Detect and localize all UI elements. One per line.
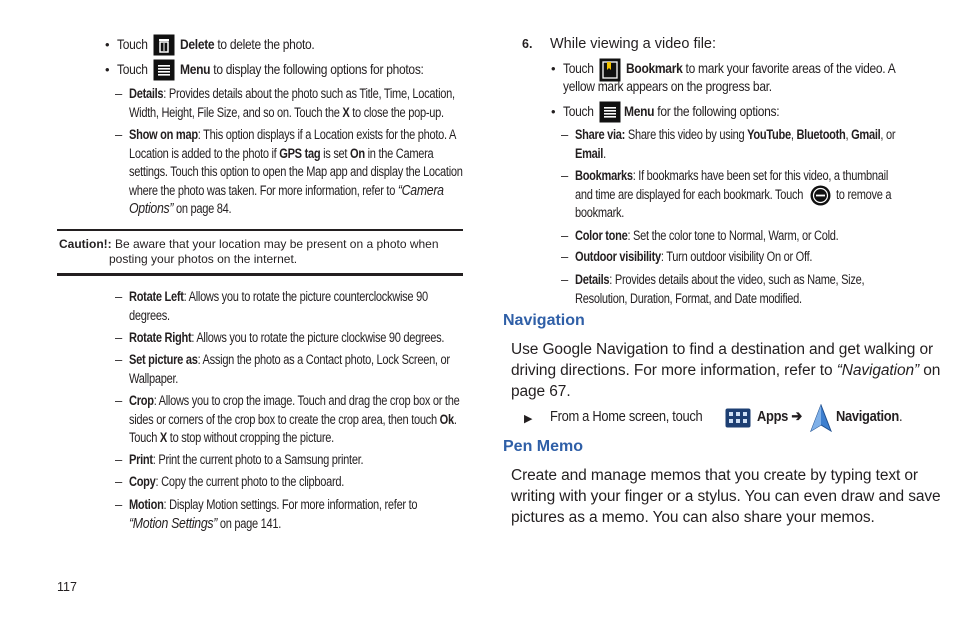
dash: –	[561, 249, 569, 264]
rotate-right-label: Rotate Right	[129, 330, 192, 345]
remove-icon	[810, 185, 831, 211]
bluetooth-label: Bluetooth	[796, 127, 846, 142]
bullet-dot: •	[105, 62, 110, 77]
bullet-bookmark	[551, 58, 931, 98]
bullet-delete-pre: Touch	[117, 36, 148, 52]
set-picture-as-text: : Assign the photo as a Contact photo, Lock Screen, or	[197, 352, 450, 367]
separator: , or	[880, 127, 896, 142]
print-label: Print	[129, 452, 153, 467]
option-motion	[129, 496, 473, 533]
camera-options-link[interactable]: “Camera	[397, 181, 444, 199]
bullet-bookmark-pre: Touch	[563, 60, 594, 76]
rotate-left-label: Rotate Left	[129, 289, 184, 304]
crop-text-3: .	[453, 411, 457, 427]
caution-top-rule	[57, 229, 463, 231]
separator: ,	[845, 127, 852, 142]
show-on-map-text-2: Location is added to the photo if	[129, 145, 280, 161]
bullet-delete-post: to delete the photo.	[217, 36, 315, 52]
bookmark-label: Bookmark	[626, 60, 683, 76]
navigation-text-3: on	[919, 362, 941, 379]
color-tone-label: Color tone	[575, 228, 628, 243]
ok-label: Ok	[439, 411, 454, 427]
motion-label: Motion	[129, 497, 164, 512]
show-on-map-text-4: in the Camera	[364, 145, 434, 161]
outdoor-visibility-text: : Turn outdoor visibility On or Off.	[660, 249, 813, 264]
set-picture-as-text-2: Wallpaper.	[129, 370, 179, 386]
show-on-map-page: on page 84.	[173, 201, 232, 216]
pen-memo-heading: Pen Memo	[503, 438, 584, 455]
crop-text-2: sides or corners of the crop box to create the crop area, then touch	[129, 411, 440, 427]
option-copy	[129, 473, 473, 492]
navigation-step	[524, 404, 924, 434]
step-number: 6.	[522, 37, 533, 51]
dash: –	[561, 228, 569, 243]
crop-label: Crop	[129, 393, 154, 408]
video-menu-label: Menu	[624, 103, 655, 119]
dash: –	[561, 272, 569, 287]
dash: –	[561, 168, 569, 183]
period: .	[898, 408, 903, 425]
rotate-left-text-2: degrees.	[129, 307, 170, 323]
show-on-map-text-6: where the photo was taken. For more information, refer to	[129, 182, 398, 198]
menu-icon	[153, 59, 175, 86]
on-label: On	[350, 145, 365, 161]
navigation-label: Navigation	[836, 408, 899, 425]
print-text: : Print the current photo to a Samsung printer.	[152, 452, 364, 467]
bullet-dot: •	[551, 104, 556, 119]
bullet-menu-post: to display the following options for photos:	[213, 61, 424, 77]
gmail-label: Gmail	[851, 127, 881, 142]
video-details-text-2: Resolution, Duration, Format, and Date modified.	[575, 290, 802, 306]
option-rotate-right	[129, 329, 473, 348]
video-menu-text: for the following options:	[654, 103, 780, 119]
option-video-details	[575, 271, 903, 308]
motion-page: on page 141.	[217, 515, 282, 531]
bookmark-text: to mark your favorite areas of the video. A	[682, 60, 896, 76]
rotate-left-text: : Allows you to rotate the picture counterclockwise 90	[183, 289, 428, 304]
caution-bottom-rule	[57, 273, 463, 276]
step-arrow-icon: ▶	[524, 413, 533, 425]
share-via-text: Share this video by using	[625, 127, 748, 142]
caution-text: Be aware that your location may be present on a photo when	[111, 237, 439, 251]
crop-x-label: X	[159, 430, 168, 445]
dash: –	[561, 127, 569, 142]
crop-text-5: to stop without cropping the picture.	[167, 430, 334, 445]
details-text-3: to close the pop-up.	[349, 104, 444, 120]
dash: –	[115, 86, 123, 101]
separator: ,	[790, 127, 797, 142]
apps-icon	[725, 408, 751, 433]
dash: –	[115, 393, 123, 408]
dash: –	[115, 127, 123, 142]
set-picture-as-label: Set picture as	[129, 352, 198, 367]
rotate-right-text: : Allows you to rotate the picture clockwise 90 degrees.	[191, 330, 445, 345]
navigation-link[interactable]: “Navigation”	[836, 362, 920, 379]
option-share-via	[575, 126, 903, 163]
period: .	[603, 145, 606, 161]
motion-settings-link[interactable]: “Motion Settings”	[129, 514, 218, 532]
pen-memo-text-3: pictures as a memo. You can also share your memos.	[511, 509, 875, 526]
apps-label: Apps	[757, 408, 789, 425]
motion-text: : Display Motion settings. For more information, refer to	[163, 497, 418, 512]
caution-note	[59, 237, 439, 267]
caution-text-2: posting your photos on the internet.	[109, 252, 298, 266]
bookmarks-text-4: to remove a	[836, 187, 892, 202]
email-label: Email	[575, 145, 604, 161]
navigation-text-2: driving directions. For more information, refer to	[511, 362, 837, 379]
dash: –	[115, 474, 123, 489]
caution-label: Caution!:	[59, 237, 112, 251]
step-text: While viewing a video file:	[550, 36, 717, 52]
bullet-video-menu-pre: Touch	[563, 103, 594, 119]
details-label: Details	[129, 86, 164, 101]
video-details-label: Details	[575, 272, 610, 287]
navigation-paragraph	[511, 339, 940, 402]
bookmarks-text: : If bookmarks have been set for this video, a thumbnail	[632, 168, 889, 183]
navigation-step-text: From a Home screen, touch	[550, 408, 703, 425]
bookmarks-label: Bookmarks	[575, 168, 633, 183]
outdoor-visibility-label: Outdoor visibility	[575, 249, 661, 264]
menu-icon	[599, 101, 621, 128]
bookmark-text-2: yellow mark appears on the progress bar.	[563, 78, 772, 94]
pen-memo-paragraph	[511, 465, 941, 528]
copy-label: Copy	[129, 474, 156, 489]
option-set-picture-as	[129, 351, 473, 388]
camera-options-link-2[interactable]: Options”	[129, 200, 174, 217]
trash-icon	[153, 34, 175, 61]
navigation-text-4: page 67.	[511, 383, 571, 400]
show-on-map-text: : This option displays if a Location exists for the photo. A	[197, 127, 457, 142]
video-details-text: : Provides details about the video, such as Name, Size,	[609, 272, 865, 287]
crop-text: : Allows you to crop the image. Touch and drag the crop box or the	[153, 393, 460, 408]
option-print	[129, 451, 473, 470]
show-on-map-label: Show on map	[129, 127, 198, 142]
show-on-map-text-3: is set	[320, 145, 351, 161]
option-crop	[129, 392, 473, 448]
option-show-on-map	[129, 126, 473, 219]
dash: –	[115, 497, 123, 512]
option-outdoor-visibility	[575, 248, 903, 267]
bullet-dot: •	[105, 37, 110, 52]
navigation-heading: Navigation	[503, 312, 585, 329]
step-6	[522, 36, 717, 52]
option-details	[129, 85, 473, 122]
bullet-menu-pre: Touch	[117, 61, 148, 77]
delete-label: Delete	[180, 36, 215, 52]
details-text: : Provides details about the photo such as Title, Time, Location,	[163, 86, 455, 101]
page-number: 117	[57, 580, 77, 594]
option-color-tone	[575, 227, 903, 246]
dash: –	[115, 452, 123, 467]
close-x-label: X	[342, 104, 350, 120]
color-tone-text: : Set the color tone to Normal, Warm, or Cold.	[627, 228, 839, 243]
dash: –	[115, 352, 123, 367]
show-on-map-text-5: settings. Touch this option to open the Map app and display the Location	[129, 164, 463, 179]
youtube-label: YouTube	[747, 127, 791, 142]
navigation-text: Use Google Navigation to find a destination and get walking or	[511, 341, 934, 358]
crop-text-4: Touch	[129, 430, 160, 445]
arrow-right-icon: ➔	[791, 408, 802, 425]
bookmarks-text-2: and time are displayed for each bookmark. Touch	[575, 186, 804, 202]
dash: –	[115, 330, 123, 345]
gps-tag-label: GPS tag	[279, 145, 321, 161]
details-text-2: Width, Height, File Size, and so on. Touch the	[129, 104, 343, 120]
menu-label: Menu	[180, 61, 211, 77]
option-rotate-left	[129, 288, 473, 325]
dash: –	[115, 289, 123, 304]
copy-text: : Copy the current photo to the clipboard.	[155, 474, 345, 489]
navigation-app-icon	[810, 404, 832, 437]
bookmarks-text-3: bookmark.	[575, 205, 625, 220]
share-via-label: Share via:	[575, 127, 626, 142]
pen-memo-text: Create and manage memos that you create by typing text or	[511, 467, 918, 484]
pen-memo-text-2: writing with your finger or a stylus. You can even draw and save	[511, 488, 941, 505]
bullet-dot: •	[551, 61, 556, 76]
